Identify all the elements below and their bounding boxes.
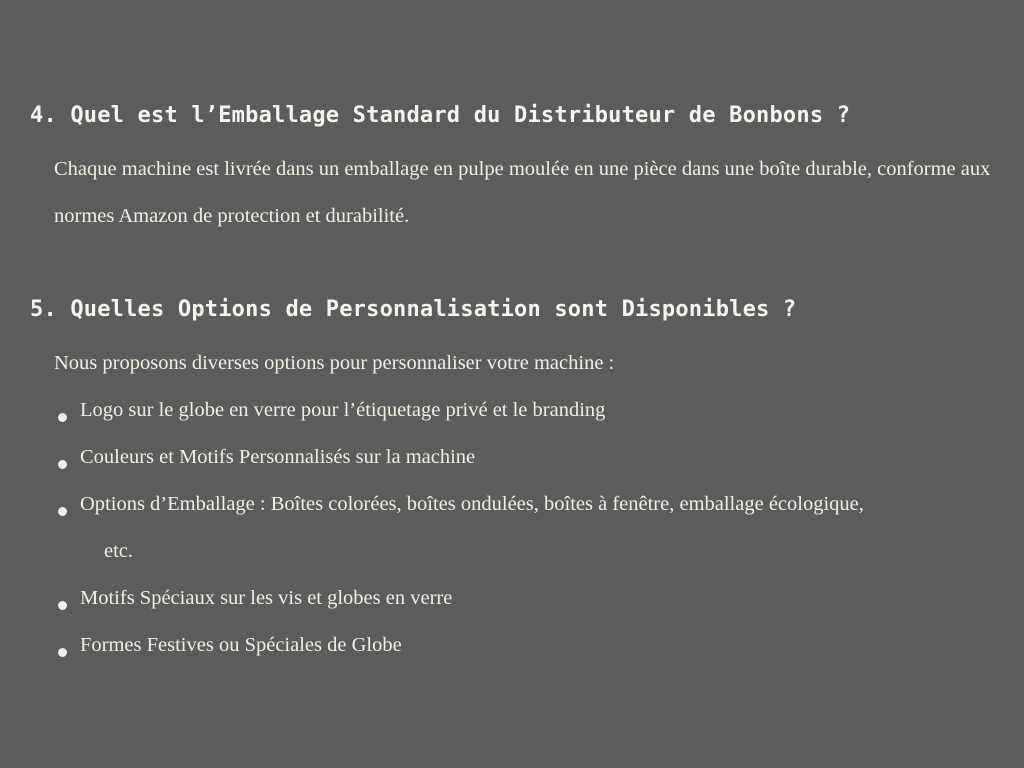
customization-options-list [58,387,1020,669]
bullet-icon [58,648,67,657]
section-4-paragraph: Chaque machine est livrée dans un emballage en pulpe moulée en une pièce dans une boîte durable, conforme aux normes Amazon de protection et durabilité. [54,158,991,227]
bullet-icon [58,460,67,469]
list-item-text: Logo sur le globe en verre pour l’étiquetage privé et le branding [80,399,606,421]
section-5-intro: Nous proposons diverses options pour personnaliser votre machine : [54,352,615,374]
bullet-icon [58,601,67,610]
section-4-heading: 4. Quel est l’Emballage Standard du Distributeur de Bonbons ? [30,103,851,128]
list-item-text: Formes Festives ou Spéciales de Globe [80,634,402,656]
list-item [58,387,1020,434]
list-item [58,481,1020,575]
list-item-text: Options d’Emballage : Boîtes colorées, boîtes ondulées, boîtes à fenêtre, emballage écologique, [80,493,864,515]
bullet-icon [58,413,67,422]
section-5-heading: 5. Quelles Options de Personnalisation sont Disponibles ? [30,297,797,322]
bullet-icon [58,507,67,516]
list-item [58,434,1020,481]
list-item-text: Motifs Spéciaux sur les vis et globes en verre [80,587,453,609]
list-item [58,575,1020,622]
list-item-text: Couleurs et Motifs Personnalisés sur la machine [80,446,476,468]
list-item-continuation: etc. [104,540,134,562]
list-item [58,622,1020,669]
